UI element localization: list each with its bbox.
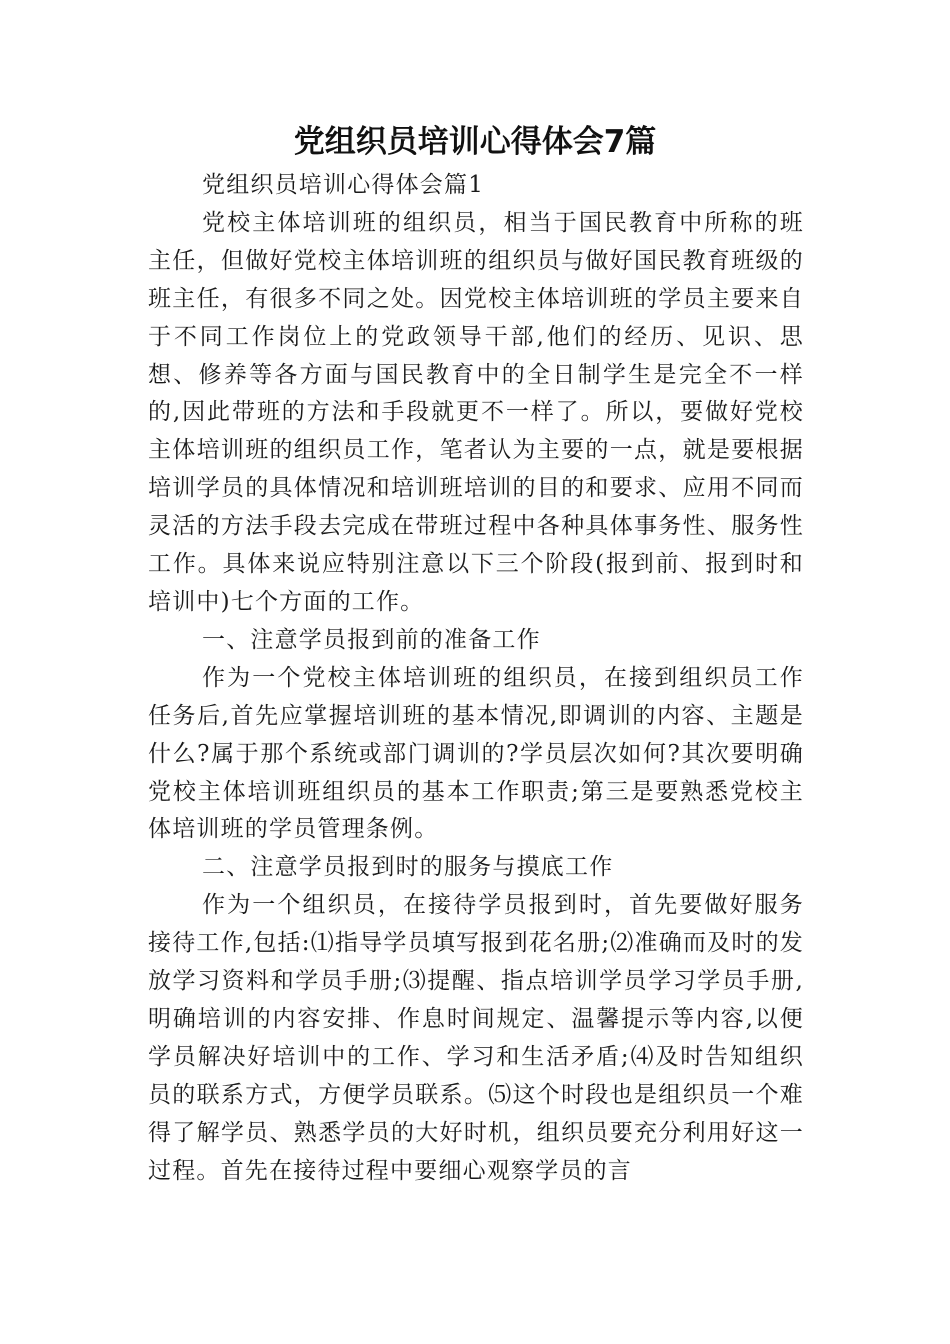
- document-title: 党组织员培训心得体会7篇: [293, 124, 657, 160]
- section-heading: 一、注意学员报到前的准备工作: [202, 626, 541, 653]
- body-paragraph: 党校主体培训班的组织员，相当于国民教育中所称的班主任，但做好党校主体培训班的组织员与做好国民教育班级的班主任，有很多不同之处。因党校主体培训班的学员主要来自于不同工作岗位上的党政领导干部,他们的经历、见识、思想、修养等各方面与国民教育中的全日制学生是完全不一样的,因此带班的方法和手段就更不一样了。所以，要做好党校主体培训班的组织员工作，笔者认为主要的一点，就是要根据培训学员的具体情况和培训班培训的目的和要求、应用不同而灵活的方法手段去完成在带班过程中各种具体事务性、服务性工作。具体来说应特别注意以下三个阶段(报到前、报到时和培训中)七个方面的工作。: [148, 209, 804, 615]
- document-body: [148, 167, 804, 1190]
- body-paragraph: 作为一个党校主体培训班的组织员，在接到组织员工作任务后,首先应掌握培训班的基本情况,即调训的内容、主题是什么?属于那个系统或部门调训的?学员层次如何?其次要明确党校主体培训班组织员的基本工作职责;第三是要熟悉党校主体培训班的学员管理条例。: [148, 664, 804, 843]
- section-heading: 二、注意学员报到时的服务与摸底工作: [202, 854, 614, 881]
- body-paragraph: 作为一个组织员，在接待学员报到时，首先要做好服务接待工作,包括:⑴指导学员填写报到花名册;⑵准确而及时的发放学习资料和学员手册;⑶提醒、指点培训学员学习学员手册,明确培训的内容安排、作息时间规定、温馨提示等内容,以便学员解决好培训中的工作、学习和生活矛盾;⑷及时告知组织员的联系方式，方便学员联系。⑸这个时段也是组织员一个难得了解学员、熟悉学员的大好时机，组织员要充分利用好这一过程。首先在接待过程中要细心观察学员的言: [148, 892, 804, 1184]
- section-heading: 党组织员培训心得体会篇1: [202, 172, 485, 198]
